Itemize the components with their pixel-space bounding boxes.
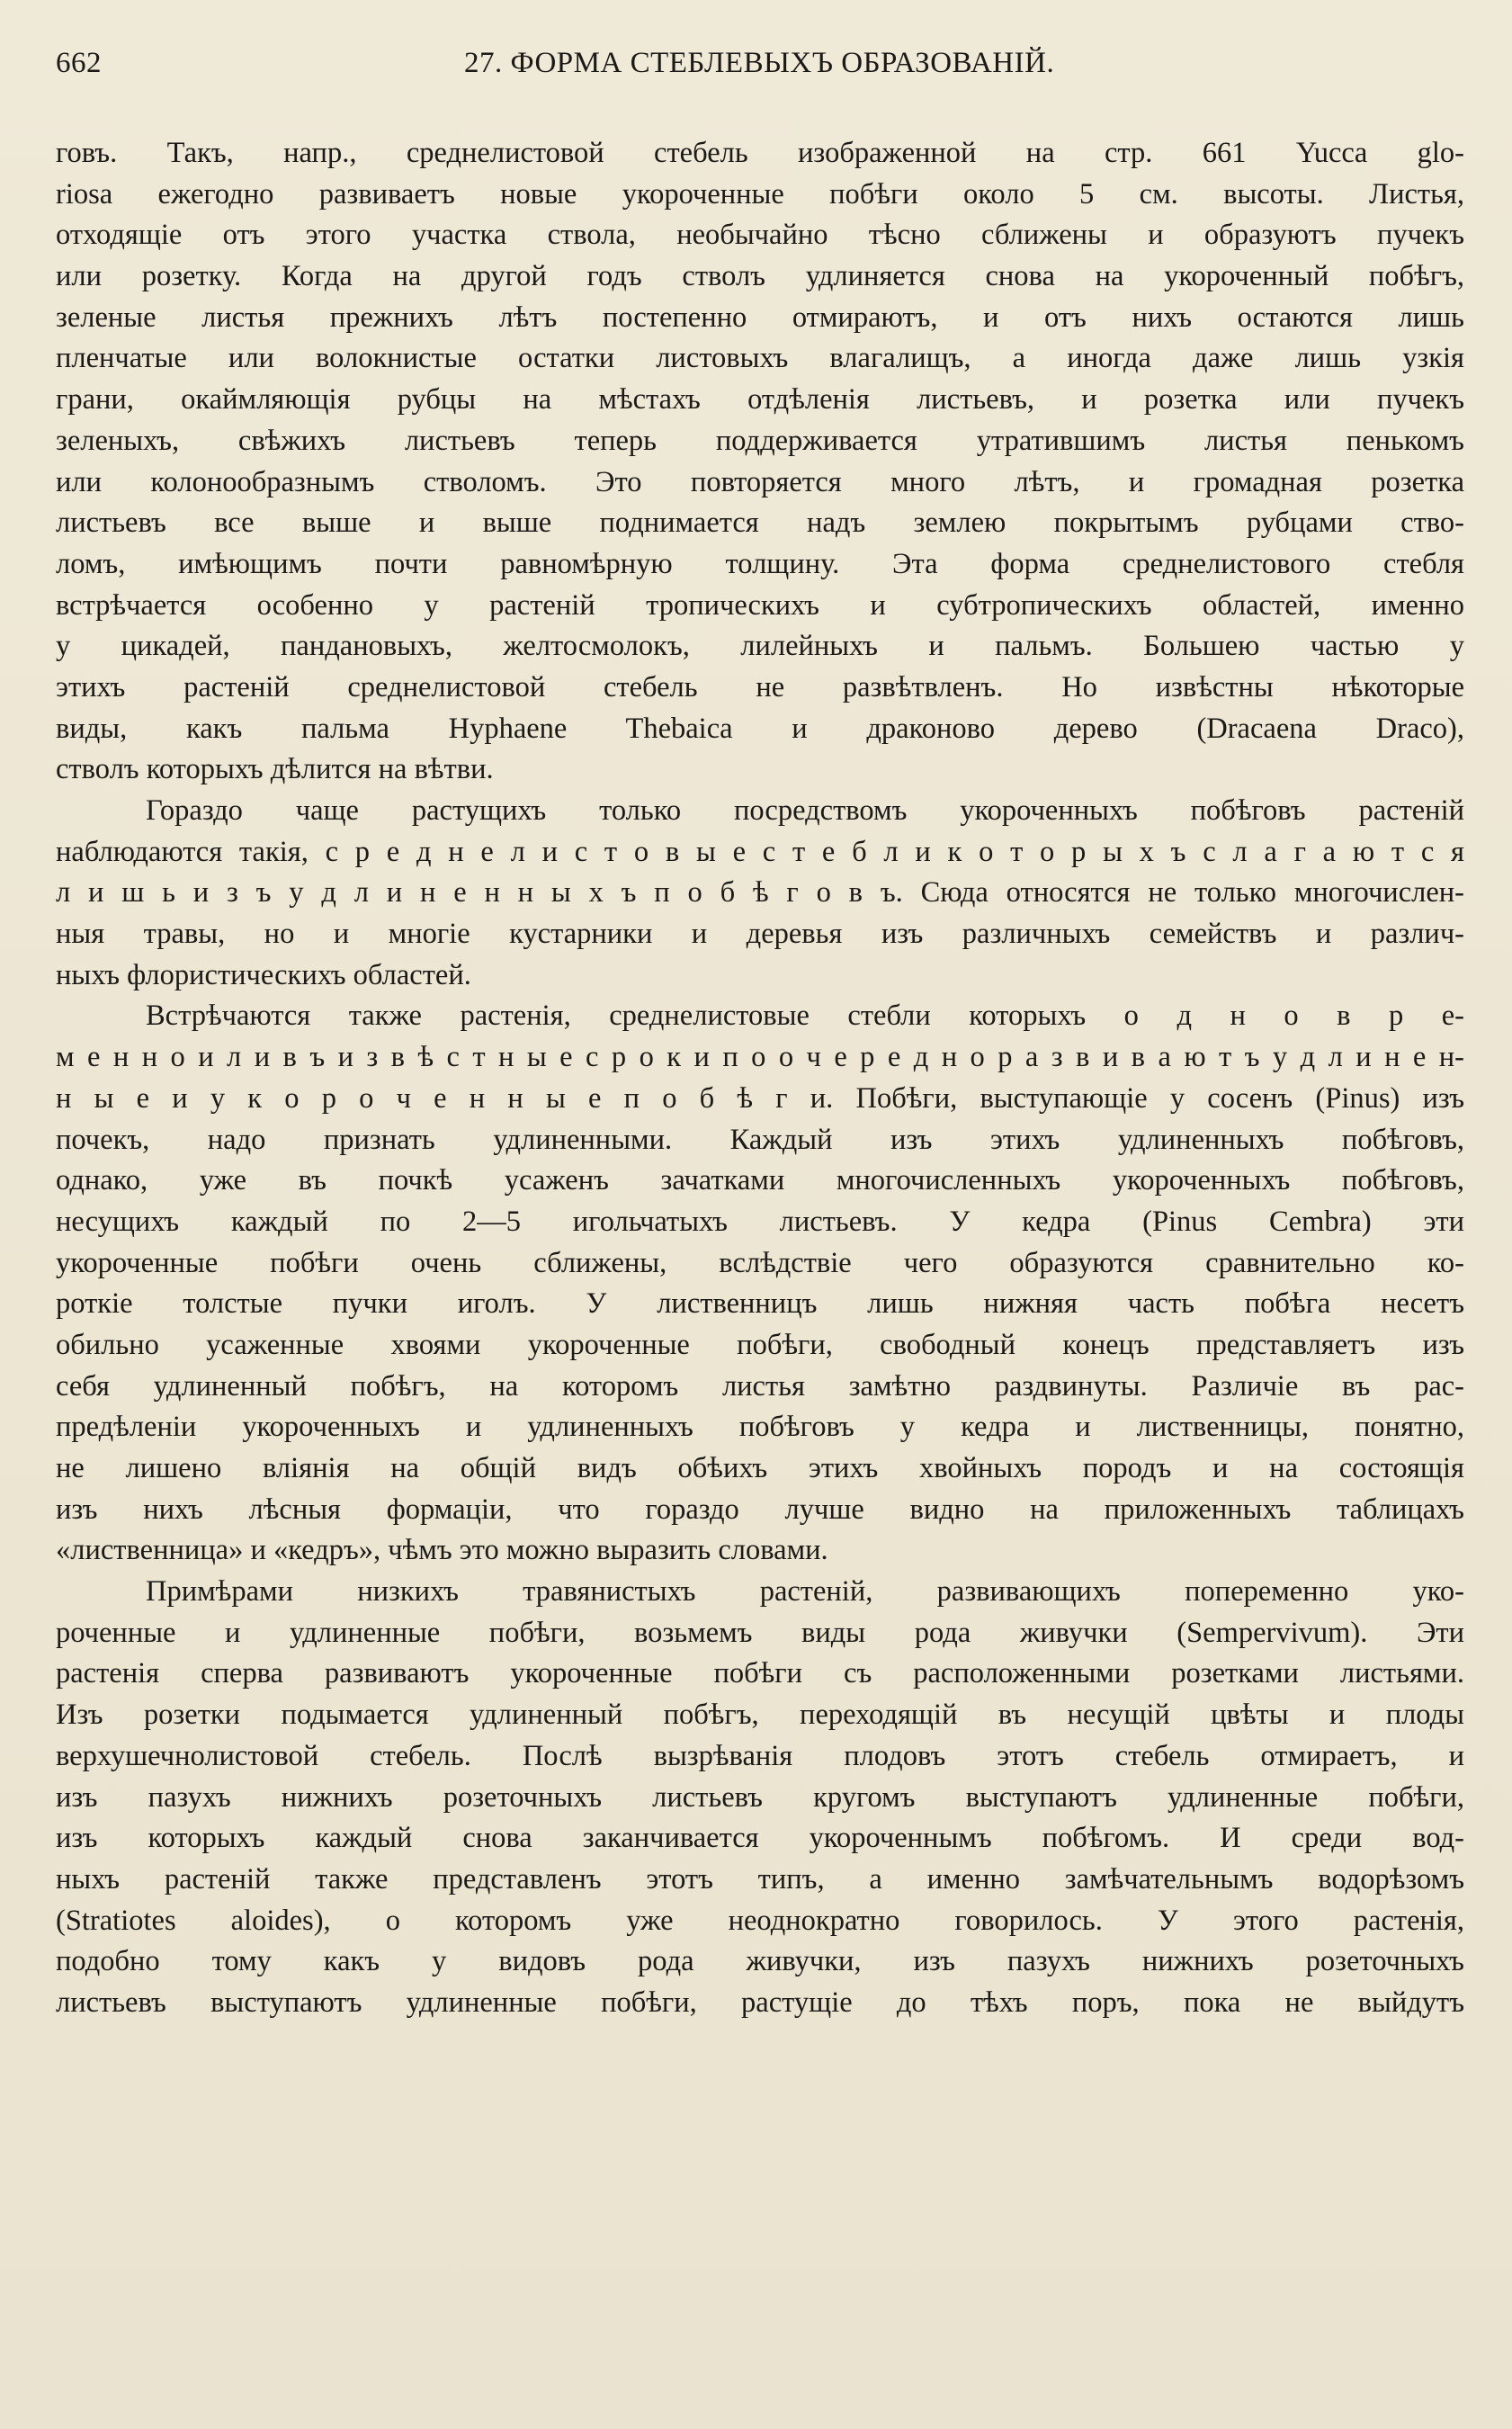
text-line: Изъ розетки подымается удлиненный побѣгъ, переходящій въ несущій цвѣты и плоды: [56, 1699, 1464, 1732]
text-line: отходящіе отъ этого участка ствола, необычайно тѣсно сближены и образуютъ пучекъ: [56, 219, 1464, 252]
text-line: (Stratiotes aloides), о которомъ уже неоднократно говорилось. У этого растенія,: [56, 1904, 1464, 1937]
text-line: пленчатые или волокнистые остатки листовыхъ влагалищъ, а иногда даже лишь узкія: [56, 342, 1464, 375]
text-body: [56, 133, 1464, 2024]
paragraph: [56, 133, 1464, 791]
text-line: стволъ которыхъ дѣлится на вѣтви.: [56, 753, 494, 786]
text-line: растенія сперва развиваютъ укороченные побѣги съ расположенными розетками листьями.: [56, 1657, 1464, 1690]
paragraph: [56, 996, 1464, 1572]
text-line: почекъ, надо признать удлиненными. Каждый изъ этихъ удлиненныхъ побѣговъ,: [56, 1123, 1464, 1156]
paragraph: [56, 791, 1464, 996]
text-line: обильно усаженные хвоями укороченные побѣги, свободный конецъ представляетъ изъ: [56, 1328, 1464, 1361]
text-line: или колонообразнымъ стволомъ. Это повторяется много лѣтъ, и громадная розетка: [56, 465, 1464, 498]
text-line: виды, какъ пальма Hyphaene Thebaica и драконово дерево (Dracaena Draco),: [56, 712, 1464, 745]
text-line: подобно тому какъ у видовъ рода живучки, изъ пазухъ нижнихъ розеточныхъ: [56, 1945, 1464, 1978]
text-line: м е н н о и л и в ъ и з в ѣ с т н ы е с р о к и п о о ч е р е д н о р а з в и в а ю т ъ у д л и н е н-: [56, 1041, 1464, 1074]
text-line: листьевъ все выше и выше поднимается надъ землею покрытымъ рубцами ство-: [56, 506, 1464, 540]
text-line: не лишено вліянія на общій видъ обѣихъ этихъ хвойныхъ породъ и на состоящія: [56, 1452, 1464, 1484]
text-line: ныхъ растеній также представленъ этотъ типъ, а именно замѣчательнымъ водорѣзомъ: [56, 1862, 1464, 1896]
text-line: изъ нихъ лѣсныя формаціи, что гораздо лучше видно на приложенныхъ таблицахъ: [56, 1492, 1464, 1526]
text-line: верхушечнолистовой стебель. Послѣ вызрѣванія плодовъ этотъ стебель отмираетъ, и: [56, 1739, 1464, 1772]
text-line: ломъ, имѣющимъ почти равномѣрную толщину. Эта форма среднелистового стебля: [56, 547, 1464, 580]
text-line: несущихъ каждый по 2—5 игольчатыхъ листьевъ. У кедра (Pinus Cembra) эти: [56, 1205, 1464, 1238]
text-line: у цикадей, пандановыхъ, желтосмолокъ, лилейныхъ и пальмъ. Большею частью у: [56, 630, 1464, 663]
text-line: роткіе толстые пучки иголъ. У лиственницъ лишь нижняя часть побѣга несетъ: [56, 1287, 1464, 1321]
text-line: ныхъ флористическихъ областей.: [56, 958, 471, 991]
text-line: л и ш ь и з ъ у д л и н е н н ы х ъ п о б ѣ г о в ъ. Сюда относятся не только многочислен-: [56, 876, 1464, 910]
text-line: Гораздо чаще растущихъ только посредствомъ укороченныхъ побѣговъ растеній: [146, 794, 1464, 827]
text-line: н ы е и у к о р о ч е н н ы е п о б ѣ г и. Побѣги, выступающіе у сосенъ (Pinus) изъ: [56, 1081, 1464, 1115]
text-line: зеленыхъ, свѣжихъ листьевъ теперь поддерживается утратившимъ листья пенькомъ: [56, 424, 1464, 457]
text-line: Встрѣчаются также растенія, среднелистовые стебли которыхъ о д н о в р е-: [146, 999, 1464, 1033]
page-header: [56, 47, 1464, 86]
text-line: грани, окаймляющія рубцы на мѣстахъ отдѣленія листьевъ, и розетка или пучекъ: [56, 383, 1464, 417]
text-line: однако, уже въ почкѣ усаженъ зачатками многочисленныхъ укороченныхъ побѣговъ,: [56, 1164, 1464, 1197]
text-line: ныя травы, но и многіе кустарники и деревья изъ различныхъ семействъ и различ-: [56, 918, 1464, 951]
text-line: изъ пазухъ нижнихъ розеточныхъ листьевъ кругомъ выступаютъ удлиненные побѣги,: [56, 1780, 1464, 1814]
text-line: наблюдаются такія, с р е д н е л и с т о в ы е с т е б л и к о т о р ы х ъ с л а г а ю т с я: [56, 835, 1464, 868]
text-line: Примѣрами низкихъ травянистыхъ растеній, развивающихъ попеременно уко-: [146, 1575, 1464, 1609]
page-number: 662: [56, 47, 102, 79]
text-line: или розетку. Когда на другой годъ стволъ удлиняется снова на укороченный побѣгъ,: [56, 260, 1464, 293]
text-line: зеленые листья прежнихъ лѣтъ постепенно отмираютъ, и отъ нихъ остаются лишь: [56, 300, 1464, 334]
text-line: изъ которыхъ каждый снова заканчивается укороченнымъ побѣгомъ. И среди вод-: [56, 1822, 1464, 1855]
text-line: говъ. Такъ, напр., среднелистовой стебель изображенной на стр. 661 Yucca glo-: [56, 137, 1464, 169]
text-line: встрѣчается особенно у растеній тропическихъ и субтропическихъ областей, именно: [56, 588, 1464, 622]
running-title: 27. ФОРМА СТЕБЛЕВЫХЪ ОБРАЗОВАНІЙ.: [464, 47, 1055, 79]
text-line: riosa ежегодно развиваетъ новые укороченные побѣги около 5 см. высоты. Листья,: [56, 177, 1464, 211]
text-line: этихъ растеній среднелистовой стебель не развѣтвленъ. Но извѣстны нѣкоторые: [56, 670, 1464, 704]
text-line: роченные и удлиненные побѣги, возьмемъ виды рода живучки (Sempervivum). Эти: [56, 1616, 1464, 1649]
text-line: себя удлиненный побѣгъ, на которомъ листья замѣтно раздвинуты. Различіе въ рас-: [56, 1369, 1464, 1403]
text-line: «лиственница» и «кедръ», чѣмъ это можно выразить словами.: [56, 1534, 828, 1567]
text-line: предѣленіи укороченныхъ и удлиненныхъ побѣговъ у кедра и лиственницы, понятно,: [56, 1411, 1464, 1444]
paragraph: [56, 1572, 1464, 2024]
text-line: листьевъ выступаютъ удлиненные побѣги, растущіе до тѣхъ поръ, пока не выйдутъ: [56, 1985, 1464, 2019]
text-line: укороченные побѣги очень сближены, вслѣдствіе чего образуются сравнительно ко-: [56, 1246, 1464, 1279]
